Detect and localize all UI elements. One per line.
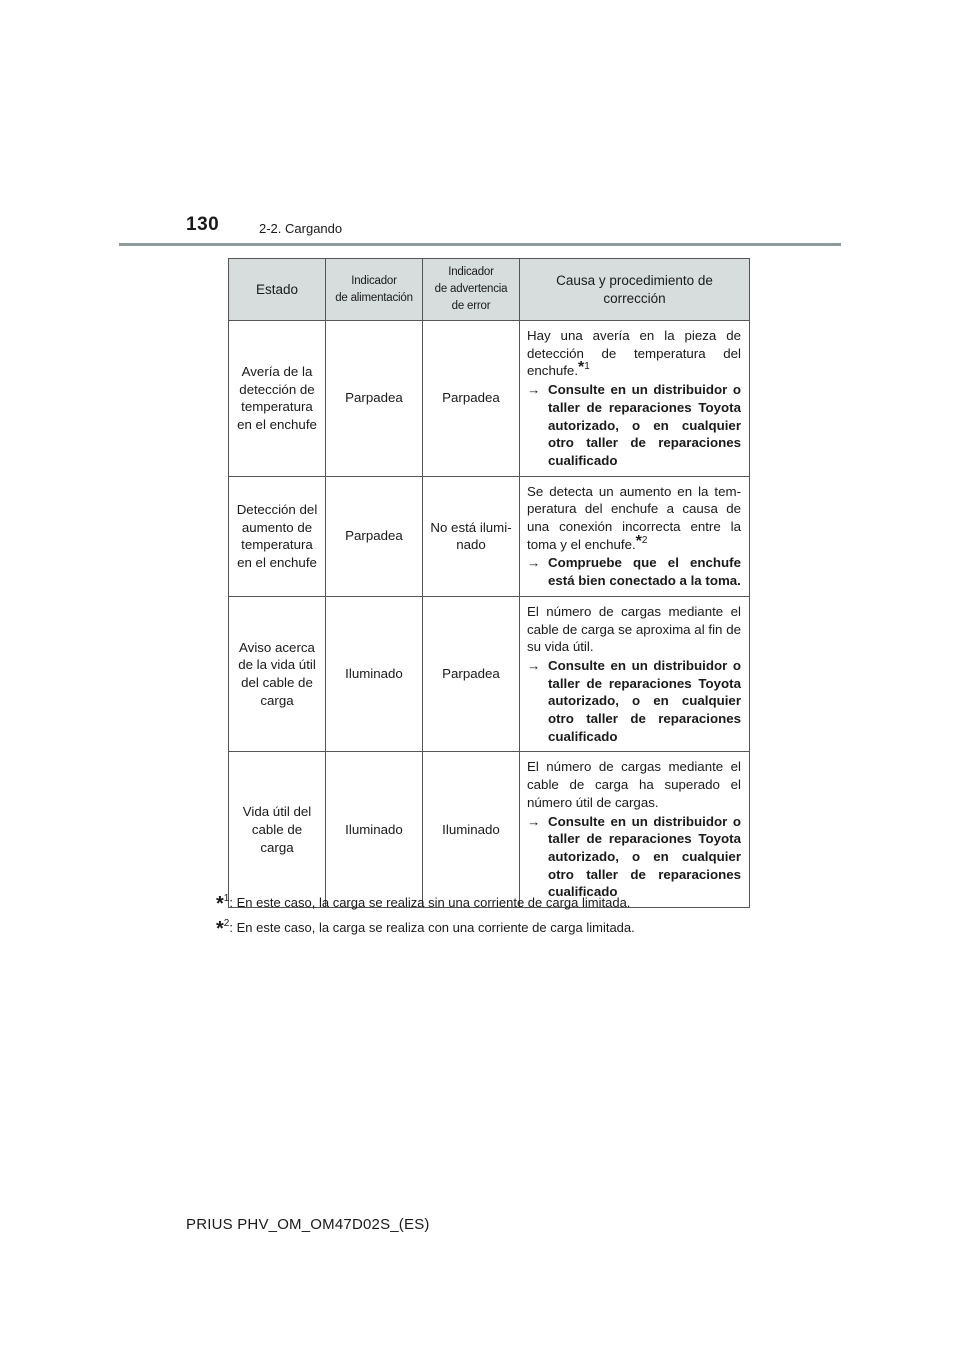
table-header-row <box>229 259 750 321</box>
section-title: 2-2. Cargando <box>259 221 343 236</box>
status-cell: Avería de la detección de temperatura en el enchufe <box>229 321 326 477</box>
cause-cell: Hay una avería en la pieza de detección de temperatura del enchufe.$^{*1}$ → Consulte en un distribuidor o taller de reparaciones Toyota autorizado, o en cualquier otro taller de reparaciones cualificado <box>520 321 750 477</box>
charging-status-table <box>228 258 750 908</box>
arrow-icon: → <box>527 657 541 673</box>
page-number: 130 <box>186 214 220 235</box>
charging-status-table-container <box>228 258 749 908</box>
error-indicator-cell: No está ilumi- nado <box>423 476 520 596</box>
header-divider <box>119 243 841 246</box>
table-row <box>229 476 750 596</box>
arrow-icon: → <box>527 555 541 571</box>
power-indicator-cell: Parpadea <box>326 321 423 477</box>
action-item: → Consulte en un distribuidor o taller de reparaciones Toyota autorizado, o en cualquier otro taller de reparaciones cualificado <box>527 657 741 744</box>
power-indicator-cell: Parpadea <box>326 476 423 596</box>
header-power-indicator: Indicador de alimentación <box>326 259 423 321</box>
status-cell: Detección del aumento de temperatura en el enchufe <box>229 476 326 596</box>
header-error-indicator: Indicador de advertencia de error <box>423 259 520 321</box>
cause-cell: El número de cargas mediante el cable de carga ha superado el número útil de cargas. → Consulte en un distribuidor o taller de reparaciones Toyota autorizado, o en cualquier otro taller de reparaciones cualificado <box>520 752 750 908</box>
table-row <box>229 752 750 908</box>
arrow-icon: → <box>527 813 541 829</box>
footnote-2: *$^2$: En este caso, la carga se realiza con una corriente de carga limitada. <box>216 918 635 940</box>
header-estado: Estado <box>229 259 326 321</box>
error-indicator-cell: Iluminado <box>423 752 520 908</box>
error-indicator-cell: Parpadea <box>423 321 520 477</box>
document-id-footer: PRIUS PHV_OM_OM47D02S_(ES) <box>186 1216 430 1233</box>
action-item: → Consulte en un distribuidor o taller de reparaciones Toyota autorizado, o en cualquier otro taller de reparaciones cualificado <box>527 813 741 900</box>
cause-cell: El número de cargas mediante el cable de carga se aproxima al fin de su vida útil. → Consulte en un distribuidor o taller de reparaciones Toyota autorizado, o en cualquier otro taller de reparaciones cualificado <box>520 596 750 752</box>
status-cell: Aviso acerca de la vida útil del cable de carga <box>229 596 326 752</box>
cause-cell: Se detecta un aumento en la temperatura del enchufe a causa de una conexión incorrecta entre la toma y el enchufe.$^{*2}$ → Compruebe que el enchufe está bien conectado a la toma. <box>520 476 750 596</box>
power-indicator-cell: Iluminado <box>326 752 423 908</box>
power-indicator-cell: Iluminado <box>326 596 423 752</box>
footnote-1: *$^1$: En este caso, la carga se realiza sin una corriente de carga limitada. <box>216 893 631 915</box>
table-row <box>229 321 750 477</box>
action-item: → Consulte en un distribuidor o taller de reparaciones Toyota autorizado, o en cualquier otro taller de reparaciones cualificado <box>527 382 741 468</box>
table-row <box>229 596 750 752</box>
status-cell: Vida útil del cable de carga <box>229 752 326 908</box>
error-indicator-cell: Parpadea <box>423 596 520 752</box>
arrow-icon: → <box>527 382 541 398</box>
action-item: → Compruebe que el enchufe está bien conectado a la toma. <box>527 555 741 589</box>
header-cause-correction: Causa y procedimiento de corrección <box>520 259 750 321</box>
